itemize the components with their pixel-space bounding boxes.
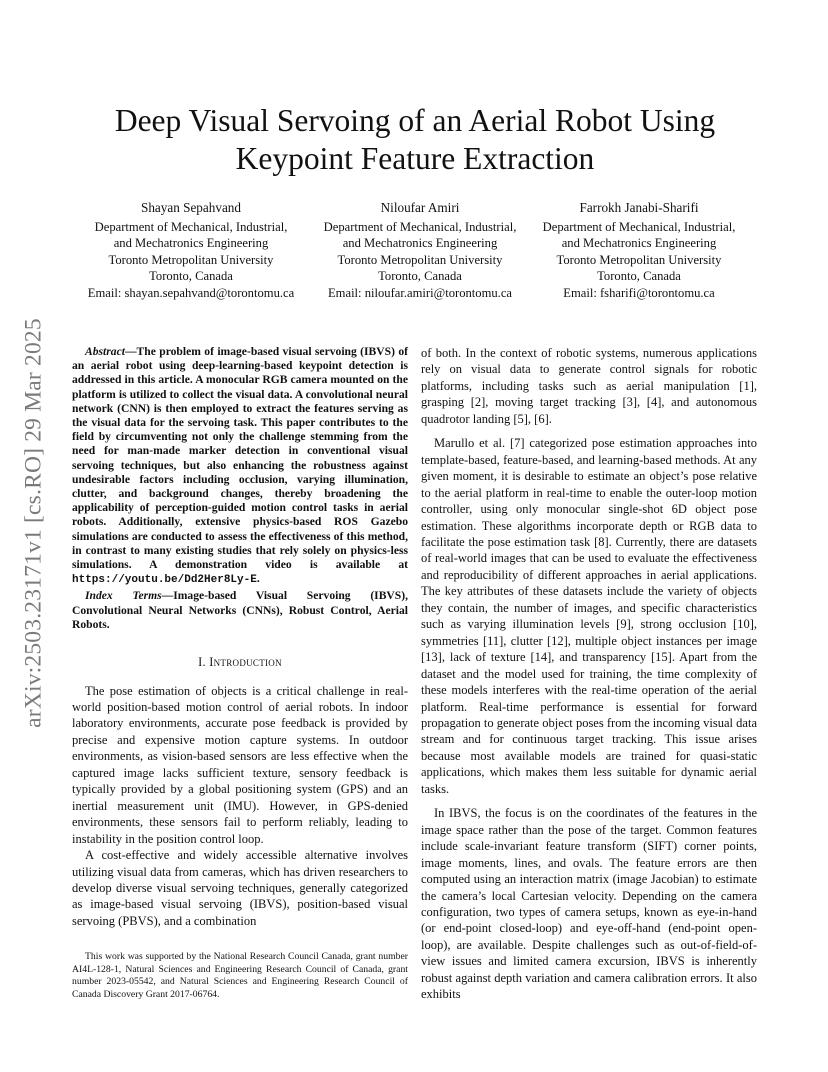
intro-paragraph-2: A cost-effective and widely accessible alternative involves utilizing visual data from cameras, which has driven researchers to develop diverse visual servoing techniques, generally categorized as image-based visual servoing (IBVS), position-based visual servoing (PBVS), and a combination bbox=[72, 848, 408, 928]
index-terms-text: —Image-based Visual Servoing (IBVS), Convolutional Neural Networks (CNNs), Robust Control, Aerial Robots. bbox=[72, 589, 409, 631]
section-title: Introduction bbox=[209, 655, 282, 670]
author-block-3 bbox=[524, 200, 754, 302]
abstract-text: —The problem of image-based visual servoing (IBVS) of an aerial robot using deep-learning-based keypoint detection is addressed in this article. A monocular RGB camera mounted on the platform is utilized to collect the visual data. A convolutional neural network (CNN) is then employed to extract the features serving as the visual data for the servoing task. This paper contributes to the field by circumventing not only the challenge stemming from the need for man-made marker detection in conventional visual servoing techniques, but also enhancing the robustness against undesirable factors including occlusion, varying illumination, clutter, and background changes, thereby broadening the applicability of perception-guided motion control tasks in aerial robots. Additionally, extensive physics-based ROS Gazebo simulations are conducted to assess the effectiveness of this method, in contrast to many existing studies that rely solely on physics-less simulations. A demonstration video is available at bbox=[72, 345, 408, 572]
author-department-2: and Mechatronics Engineering bbox=[113, 236, 269, 251]
funding-footnote: This work was supported by the National Research Council Canada, grant number AI4L-128-1, Natural Sciences and Engineering Research Council of Canada, grant number 2023-05542, and Natural Sciences and Engineering Research Council of Canada Discovery Grant 2017-06764. bbox=[72, 951, 408, 1001]
title-line-1: Deep Visual Servoing of an Aerial Robot Using bbox=[114, 103, 716, 138]
demo-video-link[interactable]: https://youtu.be/Dd2Her8Ly-E bbox=[72, 574, 257, 587]
arxiv-identifier: arXiv:2503.23171v1 [cs.RO] 29 Mar 2025 bbox=[20, 317, 47, 728]
author-email: Email: niloufar.amiri@torontomu.ca bbox=[327, 285, 513, 300]
intro-paragraph-3: of both. In the context of robotic systems, numerous applications rely on visual data to generate control signals for robotic platforms, including tasks such as aerial manipulation [1], grasping [2], moving target tracking [3], [4], and autonomous quadrotor landing [5], [6]. bbox=[421, 346, 757, 426]
left-column bbox=[72, 345, 408, 929]
author-department-2: and Mechatronics Engineering bbox=[561, 236, 717, 251]
author-email: Email: shayan.sepahvand@torontomu.ca bbox=[87, 285, 295, 300]
author-name: Farrokh Janabi-Sharifi bbox=[579, 200, 699, 215]
author-university: Toronto Metropolitan University bbox=[337, 252, 503, 267]
abstract-label: Abstract bbox=[85, 345, 125, 358]
author-department: Department of Mechanical, Industrial, bbox=[323, 219, 517, 234]
index-terms-label: Index Terms bbox=[85, 589, 162, 603]
author-block-1 bbox=[76, 200, 306, 302]
title-line-2: Keypoint Feature Extraction bbox=[235, 141, 595, 176]
author-name: Shayan Sepahvand bbox=[141, 200, 241, 215]
intro-paragraph-1: The pose estimation of objects is a critical challenge in real-world position-based motion control of aerial robots. In indoor laboratory environments, accurate pose feedback is provided by precise and expensive motion capture systems. In outdoor environments, as vision-based sensors are less effective when the captured image lacks sufficient texture, sensory feedback is typically provided by a global positioning system (GPS) and an inertial measurement unit (IMU). However, in GPS-denied environments, these sensors fail to perform reliably, leading to instability in the position control loop. bbox=[72, 683, 408, 846]
paper-title bbox=[60, 102, 770, 178]
author-city: Toronto, Canada bbox=[378, 269, 462, 284]
section-number: I. bbox=[198, 655, 210, 670]
intro-paragraph-4: Marullo et al. [7] categorized pose estimation approaches into template-based, feature-based, and learning-based methods. At any given moment, it is desirable to estimate an object’s pose relative to the aerial platform in real-time to enable the outer-loop motion controller, using only monocular single-shot 6D object pose estimation. These algorithms incorporate depth or RGB data to facilitate the pose estimation task [8]. Currently, there are datasets of real-world images that can be used to evaluate the effectiveness and reproducibility of different approaches in aerial applications. The key attributes of these datasets include the variety of objects they contain, the number of images, and specific characteristics such as varying illumination levels [9], strong occlusion [10], symmetries [11], clutter [12], multiple object instances per image [13], lack of texture [14], and transparency [15]. Apart from the dataset and the model used for training, the time complexity of these models interferes with the real-time operation of the aerial platform. Real-time performance is essential for forward propagation to generate object poses from the incoming visual data stream and for continuous target tracking. This issue arises because most available models are trained for quasi-static applications, which makes them less suitable for dynamic aerial tasks. bbox=[421, 436, 757, 796]
author-university: Toronto Metropolitan University bbox=[108, 252, 274, 267]
author-email: Email: fsharifi@torontomu.ca bbox=[563, 285, 715, 300]
author-department-2: and Mechatronics Engineering bbox=[342, 236, 498, 251]
abstract-end: . bbox=[256, 572, 260, 586]
author-city: Toronto, Canada bbox=[597, 269, 681, 284]
author-block-2 bbox=[305, 200, 535, 302]
author-university: Toronto Metropolitan University bbox=[556, 252, 722, 267]
arxiv-sidebar bbox=[20, 285, 48, 760]
author-department: Department of Mechanical, Industrial, bbox=[542, 219, 736, 234]
intro-paragraph-5: In IBVS, the focus is on the coordinates of the features in the image space rather than the pose of the target. Common features include scale-invariant feature transform (SIFT) corner points, image moments, lines, and ovals. The feature errors are then computed using an interaction matrix (image Jacobian) to estimate the camera’s local Cartesian velocity. Depending on the camera configuration, two types of camera setups, known as eye-in-hand (or end-point closed-loop) and eye-off-hand (end-point open-loop), are available. Despite challenges such as out-of-field-of-view issues and limited camera excursion, IBVS is inherently robust against depth variation and camera calibration errors. It also exhibits bbox=[421, 806, 757, 1002]
index-terms bbox=[72, 589, 408, 632]
section-heading bbox=[72, 654, 408, 670]
right-column bbox=[421, 345, 757, 1003]
author-department: Department of Mechanical, Industrial, bbox=[94, 219, 288, 234]
abstract bbox=[72, 345, 408, 587]
author-name: Niloufar Amiri bbox=[380, 200, 460, 215]
author-city: Toronto, Canada bbox=[149, 269, 233, 284]
